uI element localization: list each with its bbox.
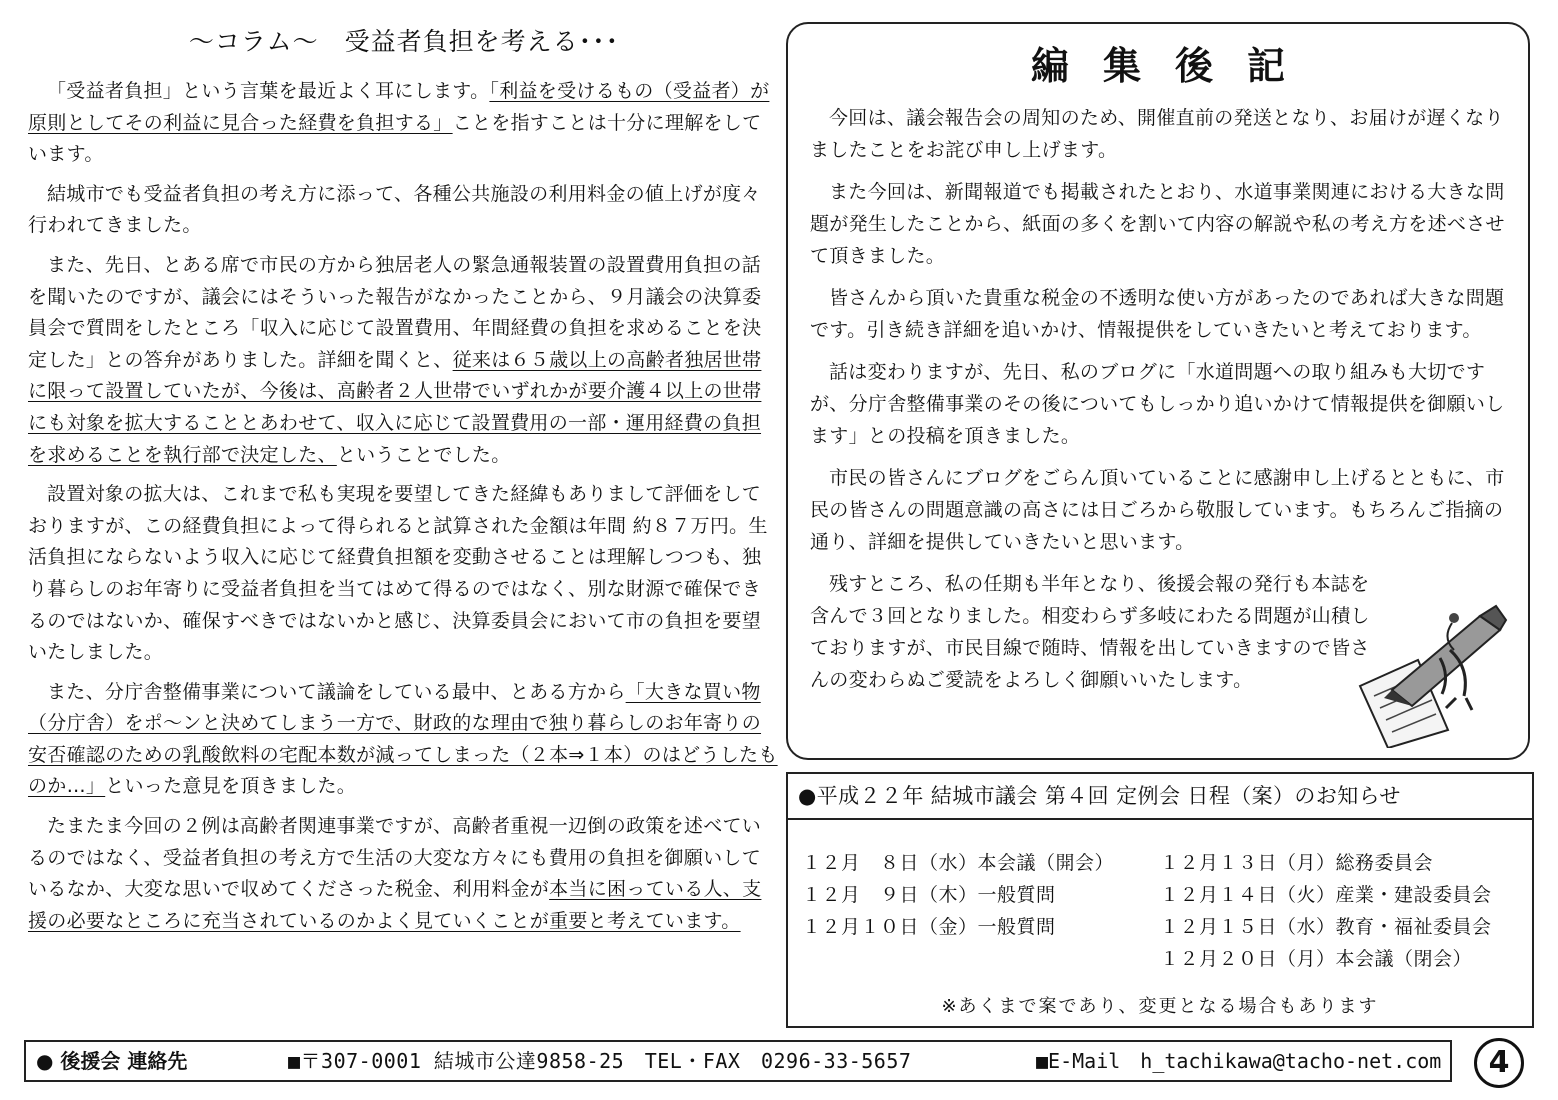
contact-label: ● 後援会 連絡先: [36, 1049, 188, 1073]
editor-paragraph-5: 市民の皆さんにブログをごらん頂いていることに感謝申し上げるとともに、市民の皆さんの問題意識の高さには日ごろから敬服しています。もちろんご指摘の通り、詳細を提供していきたいと思います。: [810, 467, 1505, 553]
column-p5-underlined: 「大きな買い物（分庁舎）をポ～ンと決めてしまう一方で、財政的な理由で独り暮らしのお年寄りの安否確認のための乳酸飲料の宅配本数が減ってしまった（２本⇒１本）のはどうしたものか…」: [28, 680, 778, 798]
column-p5-text: また、分庁舎整備事業について議論をしている最中、とある方から: [47, 680, 626, 703]
schedule-item-dec08: １２月 ８日（水）本会議（開会）: [802, 852, 1115, 874]
schedule-item-dec09: １２月 ９日（木）一般質問: [802, 884, 1056, 906]
schedule-item-dec15: １２月１５日（水）教育・福祉委員会: [1160, 916, 1492, 938]
contact-address: ■〒307-0001 結城市公達9858-25 TEL・FAX 0296-33-5657: [288, 1049, 912, 1073]
contact-footer: [24, 1040, 1452, 1082]
column-p5-text-end: といった意見を頂きました。: [105, 775, 357, 798]
schedule-item-dec10: １２月１０日（金）一般質問: [802, 916, 1056, 938]
editor-note-title: 編集後記: [1030, 44, 1319, 88]
schedule-box: [786, 772, 1534, 1028]
editor-paragraph-1: 今回は、議会報告会の周知のため、開催直前の発送となり、お届けが遅くなりましたことをお詫び申し上げます。: [810, 107, 1504, 161]
editor-paragraph-3: 皆さんから頂いた貴重な税金の不透明な使い方があったのであれば大きな問題です。引き続き詳細を追いかけ、情報提供をしていきたいと考えております。: [810, 287, 1505, 341]
schedule-item-dec13: １２月１３日（月）総務委員会: [1160, 852, 1434, 874]
column-p1-underlined: 「利益を受けるもの（受益者）が原則としてその利益に見合った経費を負担する」: [28, 80, 770, 134]
column-paragraph-5: [28, 677, 780, 803]
schedule-note: ※あくまで案であり、変更となる場合もあります: [941, 996, 1379, 1017]
column-p1-text-end: ことを指すことは十分に理解をしています。: [28, 111, 762, 166]
column-title: ～コラム～ 受益者負担を考える･･･: [188, 27, 620, 56]
column-paragraph-3: [28, 250, 780, 471]
editor-paragraph-2: また今回は、新聞報道でも掲載されたとおり、水道事業関連における大きな問題が発生したことから、紙面の多くを割いて内容の解説や私の考え方を述べさせて頂きました。: [810, 181, 1505, 267]
pen-writing-icon: [1330, 598, 1510, 748]
column-p3-underlined: 従来は６５歳以上の高齢者独居世帯に限って設置していたが、今後は、高齢者２人世帯でいずれかが要介護４以上の世帯にも対象を拡大することとあわせて、収入に応じて設置費用の一部・運用経費の負担を求めることを執行部で決定した、: [28, 348, 762, 466]
column-p1-text: 「受益者負担」という言葉を最近よく耳にします。: [47, 80, 490, 102]
editor-paragraph-6: 残すところ、私の任期も半年となり、後援会報の発行も本誌を含んで３回となりました。相変わらず多岐にわたる問題が山積しておりますが、市民目線で随時、情報を出していきますので皆さんの変わらぬご愛読をよろしく御願いいたします。: [810, 573, 1370, 691]
page-number-badge: 4: [1474, 1038, 1524, 1088]
column-p3-text: また、先日、とある席で市民の方から独居老人の緊急通報装置の設置費用負担の話を聞いたのですが、議会にはそういった報告がなかったことから、９月議会の決算委員会で質問をしたところ「収入に応じて設置費用、年間経費の負担を求めることを決定した」との答弁がありました。詳細を聞くと、: [28, 253, 762, 371]
column-paragraph-2: 結城市でも受益者負担の考え方に添って、各種公共施設の利用料金の値上げが度々行われてきました。: [28, 182, 761, 237]
column-paragraph-1: [28, 76, 780, 171]
column-section: [28, 22, 780, 945]
column-p3-text-end: ということでした。: [336, 443, 511, 466]
schedule-item-dec14: １２月１４日（火）産業・建設委員会: [1160, 884, 1492, 906]
editor-paragraph-4: 話は変わりますが、先日、私のブログに「水道問題への取り組みも大切ですが、分庁舎整備事業のその後についてもしっかり追いかけて情報提供を御願いします」との投稿を頂きました。: [810, 361, 1505, 447]
contact-email: ■E-Mail h_tachikawa@tacho-net.com: [1036, 1049, 1442, 1073]
column-paragraph-6: [28, 811, 780, 937]
column-p6-underlined: 本当に困っている人、支援の必要なところに充当されているのかよく見ていくことが重要と考えています。: [28, 878, 762, 932]
schedule-list: [788, 820, 1532, 970]
schedule-item-dec20: １２月２０日（月）本会議（閉会）: [1160, 948, 1473, 970]
column-paragraph-4: 設置対象の拡大は、これまで私も実現を要望してきた経緯もありまして評価をしておりますが、この経費負担によって得られると試算された金額は年間 約８７万円。生活負担にならないよう収入に応じて経費負担額を変動させることは理解しつつも、独り暮らしのお年寄りに受益者負担を当てはめて得るのではなく、別な財源で確保できるのではないか、確保すべきではないかと感じ、決算委員会において市の負担を要望いたしました。: [28, 483, 768, 664]
column-p6-text: たまたま今回の２例は高齢者関連事業ですが、高齢者重視一辺倒の政策を述べているのではなく、受益者負担の考え方で生活の大変な方々にも費用の負担を御願いしているなか、大変な思いで収めてくださった税金、利用料金が: [28, 815, 762, 901]
schedule-title: ●平成２２年 結城市議会 第４回 定例会 日程（案）のお知らせ: [788, 774, 1532, 820]
